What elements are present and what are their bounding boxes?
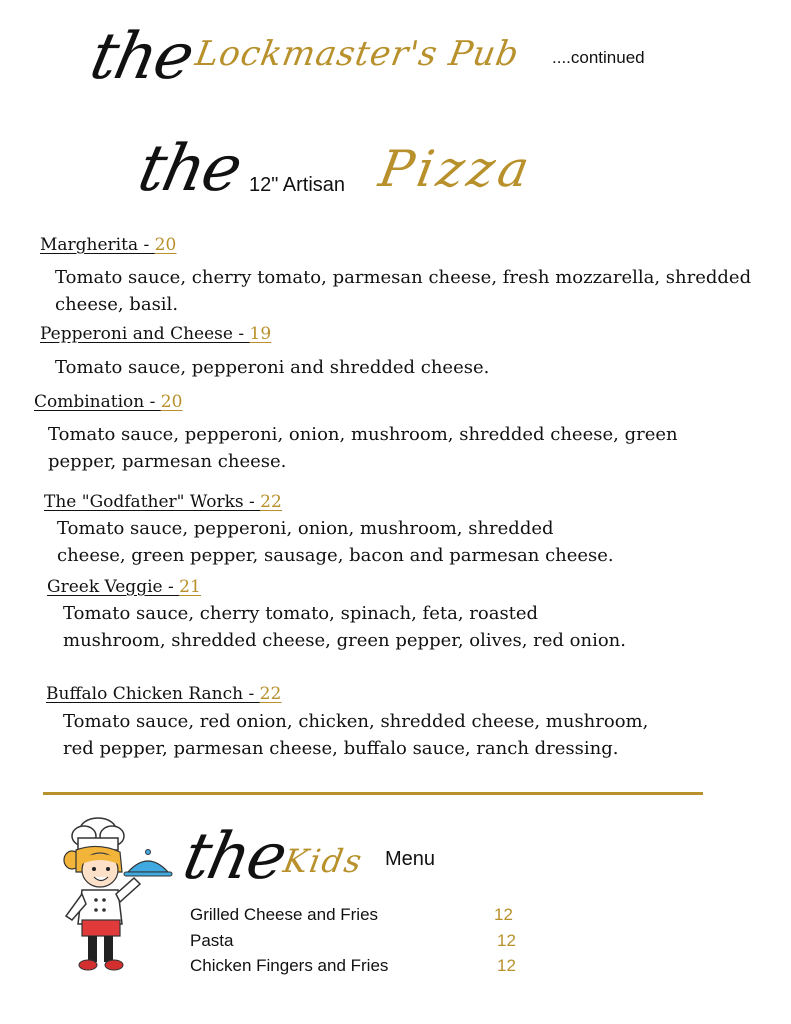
header-the-script: the	[84, 20, 199, 94]
pizza-item-price: 22	[260, 492, 282, 512]
pizza-item-title	[46, 684, 281, 704]
pizza-title: Pizza	[374, 140, 538, 198]
pizza-item-description: Tomato sauce, cherry tomato, parmesan cheese, fresh mozzarella, shredded cheese, basil.	[55, 267, 752, 315]
pub-name: Lockmaster's Pub	[192, 34, 523, 74]
kids-item-price: 12	[497, 931, 516, 950]
pizza-item-name: Buffalo Chicken Ranch -	[46, 684, 260, 704]
kids-item-price: 12	[494, 905, 513, 924]
kids-menu-label: Menu	[385, 848, 436, 870]
pizza-item-description: Tomato sauce, pepperoni and shredded cheese.	[55, 357, 490, 378]
pizza-item-title	[34, 392, 182, 412]
kids-item-name: Grilled Cheese and Fries	[190, 905, 379, 924]
pizza-item-name: Margherita -	[40, 235, 155, 255]
pizza-item-name: The "Godfather" Works -	[44, 492, 261, 512]
pizza-item-price: 21	[179, 577, 201, 597]
pizza-item-title	[40, 235, 176, 255]
pizza-item-name: Pepperoni and Cheese -	[40, 324, 250, 344]
pizza-item-title	[40, 324, 271, 344]
pizza-item-name: Greek Veggie -	[47, 577, 180, 597]
pizza-item-price: 20	[160, 392, 183, 412]
pizza-item-price: 20	[154, 235, 177, 255]
continued-label: ....continued	[552, 48, 645, 67]
pizza-item-title	[47, 577, 201, 597]
pizza-item-title	[44, 492, 282, 512]
pizza-item-name: Combination -	[34, 392, 161, 412]
pizza-item-description: Tomato sauce, red onion, chicken, shredded cheese, mushroom, red pepper, parmesan cheese, buffalo sauce, ranch dressing.	[63, 711, 649, 759]
pizza-item-description: Tomato sauce, cherry tomato, spinach, feta, roasted mushroom, shredded cheese, green pepper, olives, red onion.	[63, 603, 627, 651]
kids-item-name: Pasta	[190, 931, 234, 950]
chef-girl-illustration	[56, 812, 176, 977]
kids-title: Kids	[280, 842, 367, 880]
pizza-item-description: Tomato sauce, pepperoni, onion, mushroom, shredded cheese, green pepper, parmesan cheese.	[48, 424, 678, 472]
gold-divider	[43, 792, 703, 795]
kids-item-price: 12	[497, 956, 516, 975]
pizza-item-description: Tomato sauce, pepperoni, onion, mushroom, shredded cheese, green pepper, sausage, bacon and parmesan cheese.	[57, 518, 614, 566]
pizza-item-price: 22	[259, 684, 282, 704]
pizza-item-price: 19	[249, 324, 272, 344]
kids-item-name: Chicken Fingers and Fries	[190, 956, 389, 975]
pizza-subtitle: 12" Artisan	[249, 174, 346, 196]
kids-the-script: the	[177, 820, 292, 894]
pizza-the-script: the	[132, 132, 247, 206]
